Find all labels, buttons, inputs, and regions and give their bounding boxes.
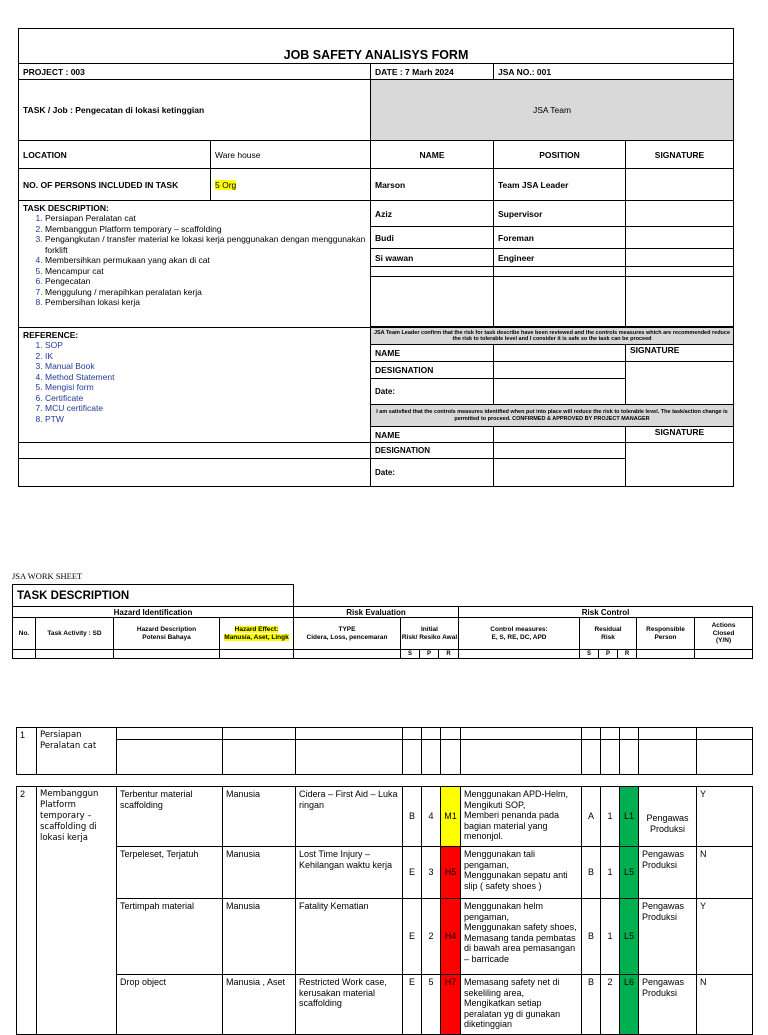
empty-cell bbox=[697, 728, 753, 740]
empty-cell bbox=[223, 740, 296, 775]
task-description-header: TASK DESCRIPTION bbox=[13, 585, 294, 607]
hazard-identification-group: Hazard Identification bbox=[13, 607, 294, 618]
initial-r-value: H5 bbox=[441, 847, 461, 899]
date-field: DATE : 7 Marh 2024 bbox=[371, 64, 494, 80]
control-measures: Menggunakan tali pengaman, Menggunakan sepatu anti slip ( safety shoes ) bbox=[461, 847, 582, 899]
initial-s-value: E bbox=[403, 975, 422, 1035]
residual-p-value: 2 bbox=[601, 975, 620, 1035]
pm-signature-label: SIGNATURE bbox=[626, 427, 734, 443]
responsible-person: Pengawas Produksi bbox=[639, 975, 697, 1035]
hazard-effect: Manusia bbox=[223, 787, 296, 847]
pm-confirm-note: I am satisfied that the controls measures identified when put into place will reduce the risk to tolerable level. The task/action change is permitted to proceed. CONFIRMED & APPROVED BY PROJECT MANAGER bbox=[371, 405, 734, 427]
header-blank bbox=[294, 585, 753, 607]
initial-p-value: 5 bbox=[422, 975, 441, 1035]
pm-designation-label: DESIGNATION bbox=[371, 443, 494, 459]
actions-closed: N bbox=[697, 975, 753, 1035]
reference-label: REFERENCE: bbox=[23, 330, 79, 340]
hazard-effect: Manusia , Aset bbox=[223, 975, 296, 1035]
initial-r: R bbox=[439, 650, 459, 659]
hazard-type: Lost Time Injury – Kehilangan waktu kerja bbox=[296, 847, 403, 899]
leader-date-label: Date: bbox=[371, 379, 494, 405]
signature-col-header: SIGNATURE bbox=[626, 141, 734, 169]
task-item: 5. Mencampur cat bbox=[45, 266, 366, 277]
initial-s-value: B bbox=[403, 787, 422, 847]
initial-r-value: H7 bbox=[441, 975, 461, 1035]
hazard-description: Tertimpah material bbox=[117, 899, 223, 975]
leader-signature-box bbox=[626, 362, 734, 405]
col-hazard-description: Hazard Description Potensi Bahaya bbox=[114, 618, 220, 650]
leader-date-value bbox=[494, 379, 626, 405]
team-name-1: Aziz bbox=[371, 201, 494, 227]
actions-closed: N bbox=[697, 847, 753, 899]
location-value: Ware house bbox=[211, 141, 371, 169]
team-signature-2 bbox=[626, 227, 734, 249]
team-signature-0 bbox=[626, 169, 734, 201]
persons-value: 5 Org bbox=[215, 179, 237, 190]
empty-cell bbox=[459, 650, 580, 659]
residual-s-value: B bbox=[582, 899, 601, 975]
residual-r-value: L6 bbox=[620, 975, 639, 1035]
reference-item: 2. IK bbox=[45, 351, 366, 362]
empty-cell bbox=[220, 650, 294, 659]
col-hazard-effect: Hazard Effect: Manusia, Aset, Lingk bbox=[220, 618, 294, 650]
residual-s-value: B bbox=[582, 975, 601, 1035]
hazard-description: Terbentur material scaffolding bbox=[117, 787, 223, 847]
task-job-field: TASK / Job : Pengecatan di lokasi ketinggian bbox=[19, 80, 371, 141]
empty-cell bbox=[582, 740, 601, 775]
jsa-no-field: JSA NO.: 001 bbox=[494, 64, 734, 80]
empty-cell bbox=[117, 740, 223, 775]
hazard-effect: Manusia bbox=[223, 847, 296, 899]
reference-list bbox=[23, 340, 366, 424]
control-measures: Memasang safety net di sekeliling area, Mengikatkan setiap peralatan yg di gunakan diketinggian bbox=[461, 975, 582, 1035]
team-name-2: Budi bbox=[371, 227, 494, 249]
table-row bbox=[17, 787, 753, 847]
empty-cell bbox=[403, 728, 422, 740]
empty-cell bbox=[223, 728, 296, 740]
task-item: 6. Pengecatan bbox=[45, 276, 366, 287]
team-position-2: Foreman bbox=[494, 227, 626, 249]
team-empty-cell bbox=[371, 267, 494, 277]
col-control-measures: Control measures: E, S, RE, DC, APD bbox=[459, 618, 580, 650]
team-position-1: Supervisor bbox=[494, 201, 626, 227]
hazard-type: Cidera – First Aid – Luka ringan bbox=[296, 787, 403, 847]
team-position-0: Team JSA Leader bbox=[494, 169, 626, 201]
leader-designation-label: DESIGNATION bbox=[371, 362, 494, 379]
initial-p: P bbox=[420, 650, 439, 659]
empty-cell bbox=[582, 728, 601, 740]
pm-date-label: Date: bbox=[371, 459, 494, 487]
pm-name-label: NAME bbox=[371, 427, 494, 443]
col-responsible-person: Responsible Person bbox=[637, 618, 695, 650]
reference-item: 7. MCU certificate bbox=[45, 403, 366, 414]
table-row bbox=[17, 847, 753, 899]
team-signature-1 bbox=[626, 201, 734, 227]
empty-cell bbox=[637, 650, 695, 659]
leader-name-value bbox=[494, 345, 626, 362]
team-signature-3 bbox=[626, 249, 734, 267]
pm-designation-value bbox=[494, 443, 626, 459]
name-col-header: NAME bbox=[371, 141, 494, 169]
worksheet-caption: JSA WORK SHEET bbox=[12, 571, 83, 581]
empty-cell bbox=[422, 740, 441, 775]
leader-confirm-note: JSA Team Leader confirm that the risk for task describe have been reviewed and the controls measures which are recommended reduce the risk to tolerable level and I consider it is safe so the task can be proceed bbox=[371, 328, 734, 345]
row-task: Persiapan Peralatan cat bbox=[37, 728, 117, 775]
pm-name-value bbox=[494, 427, 626, 443]
residual-p: P bbox=[599, 650, 618, 659]
empty-cell bbox=[403, 740, 422, 775]
empty-cell bbox=[13, 650, 36, 659]
residual-r: R bbox=[618, 650, 637, 659]
task-description-cell bbox=[19, 201, 371, 328]
residual-p-value: 1 bbox=[601, 847, 620, 899]
reference-item: 3. Manual Book bbox=[45, 361, 366, 372]
actions-closed: Y bbox=[697, 787, 753, 847]
reference-cell-bottom bbox=[19, 459, 371, 487]
responsible-person: Pengawas Produksi bbox=[639, 899, 697, 975]
hazard-type: Fatality Kematian bbox=[296, 899, 403, 975]
residual-r-value: L1 bbox=[620, 787, 639, 847]
responsible-person: Pengawas Produksi bbox=[639, 787, 697, 847]
control-measures: Menggunakan APD-Helm, Mengikuti SOP, Memberi penanda pada bagian material yang menonjol. bbox=[461, 787, 582, 847]
empty-cell bbox=[294, 650, 401, 659]
residual-r-value: L5 bbox=[620, 847, 639, 899]
empty-cell bbox=[695, 650, 753, 659]
row-gap bbox=[17, 775, 753, 787]
initial-s-value: E bbox=[403, 847, 422, 899]
worksheet-body-table bbox=[16, 727, 753, 1035]
empty-cell bbox=[36, 650, 114, 659]
team-empty-cell bbox=[626, 267, 734, 277]
residual-s-value: B bbox=[582, 847, 601, 899]
jsa-team-header: JSA Team bbox=[371, 80, 734, 141]
risk-evaluation-group: Risk Evaluation bbox=[294, 607, 459, 618]
empty-cell bbox=[441, 728, 461, 740]
empty-cell bbox=[296, 728, 403, 740]
team-name-3: Si wawan bbox=[371, 249, 494, 267]
empty-cell bbox=[114, 650, 220, 659]
project-field: PROJECT : 003 bbox=[19, 64, 371, 80]
reference-cell-bottom bbox=[19, 443, 371, 459]
empty-cell bbox=[441, 740, 461, 775]
reference-item: 6. Certificate bbox=[45, 393, 366, 404]
leader-name-label: NAME bbox=[371, 345, 494, 362]
responsible-person: Pengawas Produksi bbox=[639, 847, 697, 899]
team-empty-cell bbox=[371, 277, 494, 327]
empty-cell bbox=[601, 728, 620, 740]
initial-r-value: M1 bbox=[441, 787, 461, 847]
empty-cell bbox=[422, 728, 441, 740]
residual-s: S bbox=[580, 650, 599, 659]
hazard-type: Restricted Work case, kerusakan material scaffolding bbox=[296, 975, 403, 1035]
row-task: Membanggun Platform temporary – scaffolding di lokasi kerja bbox=[37, 787, 117, 1035]
hazard-effect: Manusia bbox=[223, 899, 296, 975]
jsa-form-table bbox=[18, 28, 734, 487]
control-measures: Menggunakan helm pengaman, Menggunakan safety shoes, Memasang tanda pembatas di bawah area pemasangan – barricade bbox=[461, 899, 582, 975]
residual-s-value: A bbox=[582, 787, 601, 847]
reference-cell bbox=[19, 328, 371, 443]
empty-cell bbox=[639, 728, 697, 740]
reference-item: 1. SOP bbox=[45, 340, 366, 351]
col-type: TYPE Cidera, Loss, pencemaran bbox=[294, 618, 401, 650]
task-item: 4. Membersihkan permukaan yang akan di cat bbox=[45, 255, 366, 266]
position-col-header: POSITION bbox=[494, 141, 626, 169]
empty-cell bbox=[697, 740, 753, 775]
table-row bbox=[17, 899, 753, 975]
hazard-description: Drop object bbox=[117, 975, 223, 1035]
initial-s-value: E bbox=[403, 899, 422, 975]
row-no: 1 bbox=[17, 728, 37, 775]
residual-p-value: 1 bbox=[601, 899, 620, 975]
team-name-0: Marson bbox=[371, 169, 494, 201]
team-empty-cell bbox=[494, 267, 626, 277]
empty-cell bbox=[639, 740, 697, 775]
reference-item: 8. PTW bbox=[45, 414, 366, 425]
task-item: 1. Persiapan Peralatan cat bbox=[45, 213, 366, 224]
initial-p-value: 3 bbox=[422, 847, 441, 899]
pm-signature-box bbox=[626, 443, 734, 487]
empty-cell bbox=[620, 728, 639, 740]
col-no: No. bbox=[13, 618, 36, 650]
location-label: LOCATION bbox=[19, 141, 211, 169]
task-description-label: TASK DESCRIPTION: bbox=[23, 203, 109, 213]
task-item: 7. Menggulung / merapihkan peralatan kerja bbox=[45, 287, 366, 298]
residual-p-value: 1 bbox=[601, 787, 620, 847]
col-residual-risk: Residual Risk bbox=[580, 618, 637, 650]
team-position-3: Engineer bbox=[494, 249, 626, 267]
residual-r-value: L5 bbox=[620, 899, 639, 975]
hazard-description: Terpeleset, Terjatuh bbox=[117, 847, 223, 899]
initial-r-value: H4 bbox=[441, 899, 461, 975]
task-list bbox=[23, 213, 366, 308]
empty-cell bbox=[461, 728, 582, 740]
reference-item: 5. Mengisi form bbox=[45, 382, 366, 393]
initial-p-value: 4 bbox=[422, 787, 441, 847]
task-item: 2. Membanggun Platform temporary – scaffolding bbox=[45, 224, 366, 235]
row-no: 2 bbox=[17, 787, 37, 1035]
empty-cell bbox=[620, 740, 639, 775]
persons-label: NO. OF PERSONS INCLUDED IN TASK bbox=[19, 169, 211, 201]
task-item: 3. Pengangkutan / transfer material ke lokasi kerja penggunakan dengan menggunakan forklift bbox=[45, 234, 366, 255]
col-task-activity: Task Activity : SD bbox=[36, 618, 114, 650]
actions-closed: Y bbox=[697, 899, 753, 975]
col-actions-closed: Actions Closed (Y/N) bbox=[695, 618, 753, 650]
empty-cell bbox=[461, 740, 582, 775]
table-row bbox=[17, 975, 753, 1035]
leader-designation-value bbox=[494, 362, 626, 379]
leader-signature-label: SIGNATURE bbox=[626, 345, 734, 362]
task-item: 8. Pembersihan lokasi kerja bbox=[45, 297, 366, 308]
form-title: JOB SAFETY ANALISYS FORM bbox=[19, 29, 734, 64]
initial-s: S bbox=[401, 650, 420, 659]
col-initial-risk: Initial Risk/ Resiko Awal bbox=[401, 618, 459, 650]
initial-p-value: 2 bbox=[422, 899, 441, 975]
pm-date-value bbox=[494, 459, 626, 487]
empty-cell bbox=[296, 740, 403, 775]
team-empty-cell bbox=[626, 277, 734, 327]
risk-control-group: Risk Control bbox=[459, 607, 753, 618]
empty-cell bbox=[117, 728, 223, 740]
empty-cell bbox=[601, 740, 620, 775]
worksheet-header-table bbox=[12, 584, 753, 659]
reference-item: 4. Method Statement bbox=[45, 372, 366, 383]
team-empty-cell bbox=[494, 277, 626, 327]
